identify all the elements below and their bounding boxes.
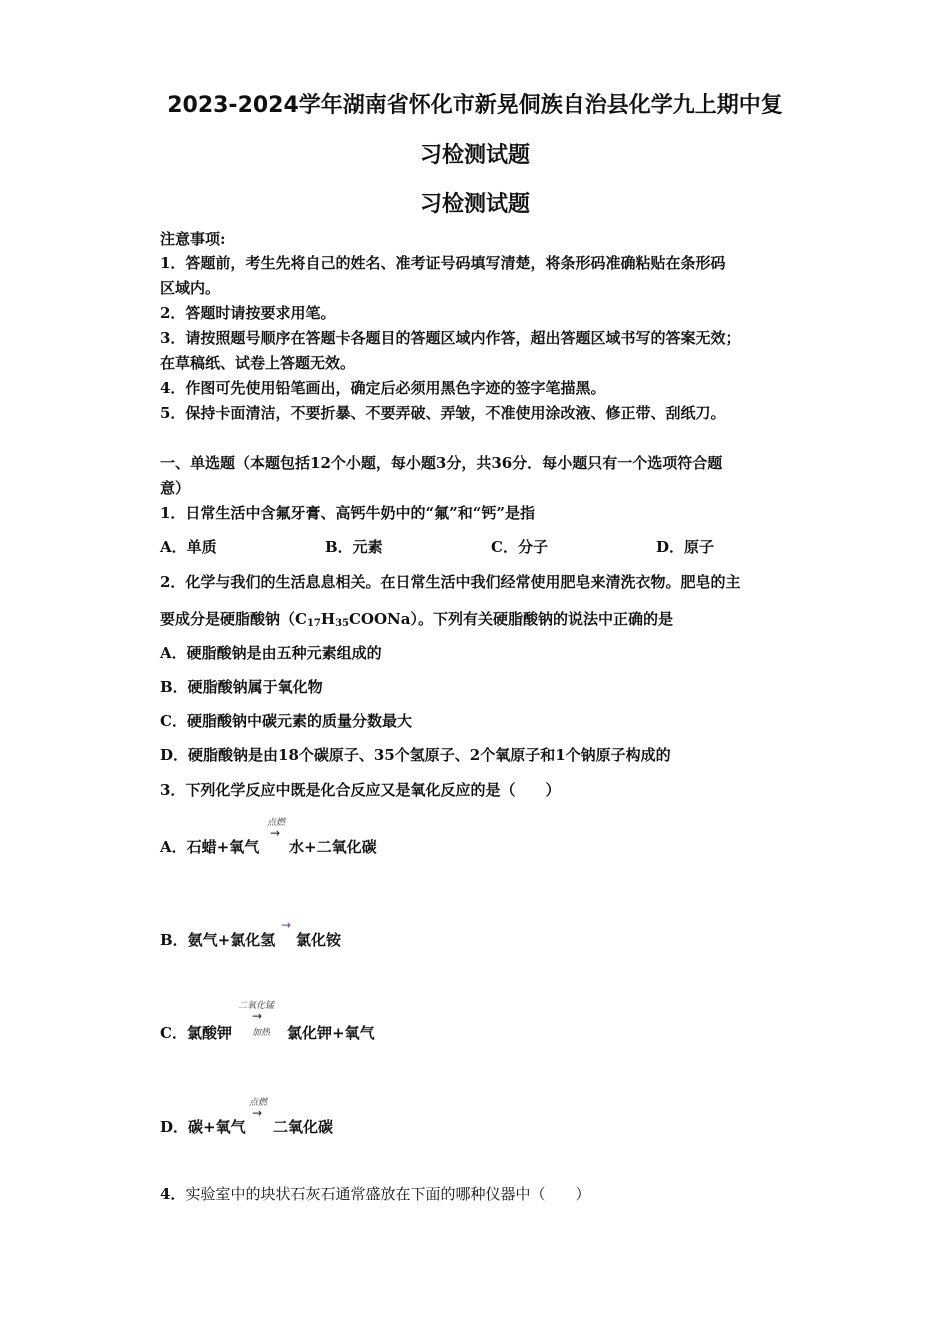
q3-option-a-condition: 点燃: [267, 818, 286, 828]
q3-option-d-condition: 点燃: [249, 1098, 268, 1108]
q3-option-a-left: A．石蜡+氧气: [160, 838, 260, 856]
q2-option-a: A．硬脂酸钠是由五种元素组成的: [160, 644, 382, 662]
q3-option-a-right: 水+二氧化碳: [289, 838, 377, 856]
q3-option-c-left: C．氯酸钾: [160, 1024, 232, 1042]
notice-item-1-cont: 区域内。: [160, 279, 221, 297]
section-heading-line1: 一、单选题（本题包括12个小题，每小题3分，共36分．每小题只有一个选项符合题: [160, 454, 723, 472]
q3-option-a-arrow: →: [270, 826, 281, 840]
notice-item-3-cont: 在草稿纸、试卷上答题无效。: [160, 354, 356, 372]
q3-option-d-arrow: →: [252, 1106, 263, 1120]
notice-heading: 注意事项:: [160, 230, 226, 248]
section-heading-line2: 意）: [160, 479, 191, 497]
q3-option-b-left: B．氨气+氯化氢: [160, 931, 276, 949]
q3-option-d-right: 二氧化碳: [273, 1118, 334, 1136]
q2-sub-17: 17: [306, 618, 321, 629]
q3-option-b-right: 氯化铵: [296, 931, 342, 949]
q2-stem-mid: H: [320, 610, 336, 628]
q2-stem-line1: 2．化学与我们的生活息息相关。在日常生活中我们经常使用肥皂来清洗衣物。肥皂的主: [160, 573, 741, 591]
q3-option-c-arrow: →: [252, 1009, 263, 1023]
q1-option-a: A．单质: [160, 538, 217, 556]
exam-title-line1: 2023-2024学年湖南省怀化市新晃侗族自治县化学九上期中复: [167, 93, 783, 118]
q4-stem: [160, 1183, 590, 1204]
q2-option-d: D．硬脂酸钠是由18个碳原子、35个氢原子、2个氧原子和1个钠原子构成的: [160, 746, 671, 764]
notice-item-2: 2．答题时请按要求用笔。: [160, 304, 336, 322]
q3-option-c-condition-top: 二氧化锰: [238, 1001, 275, 1011]
q2-sub-35: 35: [335, 618, 349, 629]
q3-stem: 3．下列化学反应中既是化合反应又是氧化反应的是（ ）: [160, 781, 561, 799]
q2-option-b: B．硬脂酸钠属于氧化物: [160, 678, 323, 696]
q3-option-d-left: D．碳+氧气: [160, 1118, 246, 1136]
q4-number: 4．: [160, 1185, 186, 1203]
q3-option-c-right: 氯化钾+氧气: [287, 1024, 375, 1042]
q2-option-c: C．硬脂酸钠中碳元素的质量分数最大: [160, 712, 412, 730]
notice-item-5: 5．保持卡面清洁，不要折暴、不要弄破、弄皱，不准使用涂改液、修正带、刮纸刀。: [160, 404, 726, 422]
q3-option-b-arrow: →: [281, 918, 292, 932]
q1-option-c: C．分子: [491, 538, 548, 556]
q2-stem-line2: [160, 608, 673, 629]
exam-title-line2: 习检测试题: [419, 143, 530, 168]
notice-item-1: 1．答题前，考生先将自己的姓名、准考证号码填写清楚，将条形码准确粘贴在条形码: [160, 254, 726, 272]
notice-item-3: 3．请按照题号顺序在答题卡各题目的答题区域内作答，超出答题区域书写的答案无效；: [160, 329, 741, 347]
q2-stem-post: COONa）。下列有关硬脂酸钠的说法中正确的是: [348, 610, 673, 628]
q1-option-b: B．元素: [325, 538, 383, 556]
q1-stem: 1．日常生活中含氟牙膏、高钙牛奶中的“氟”和“钙”是指: [160, 504, 535, 522]
q3-option-c-condition-bottom: 加热: [252, 1028, 271, 1038]
q1-option-d: D．原子: [656, 538, 715, 556]
exam-title-line3: 习检测试题: [419, 192, 530, 217]
q4-text: 实验室中的块状石灰石通常盛放在下面的哪种仪器中（ ）: [185, 1185, 591, 1203]
q2-stem-pre: 要成分是硬脂酸钠（C: [160, 610, 307, 628]
notice-item-4: 4．作图可先使用铅笔画出，确定后必须用黑色字迹的签字笔描黑。: [160, 379, 606, 397]
